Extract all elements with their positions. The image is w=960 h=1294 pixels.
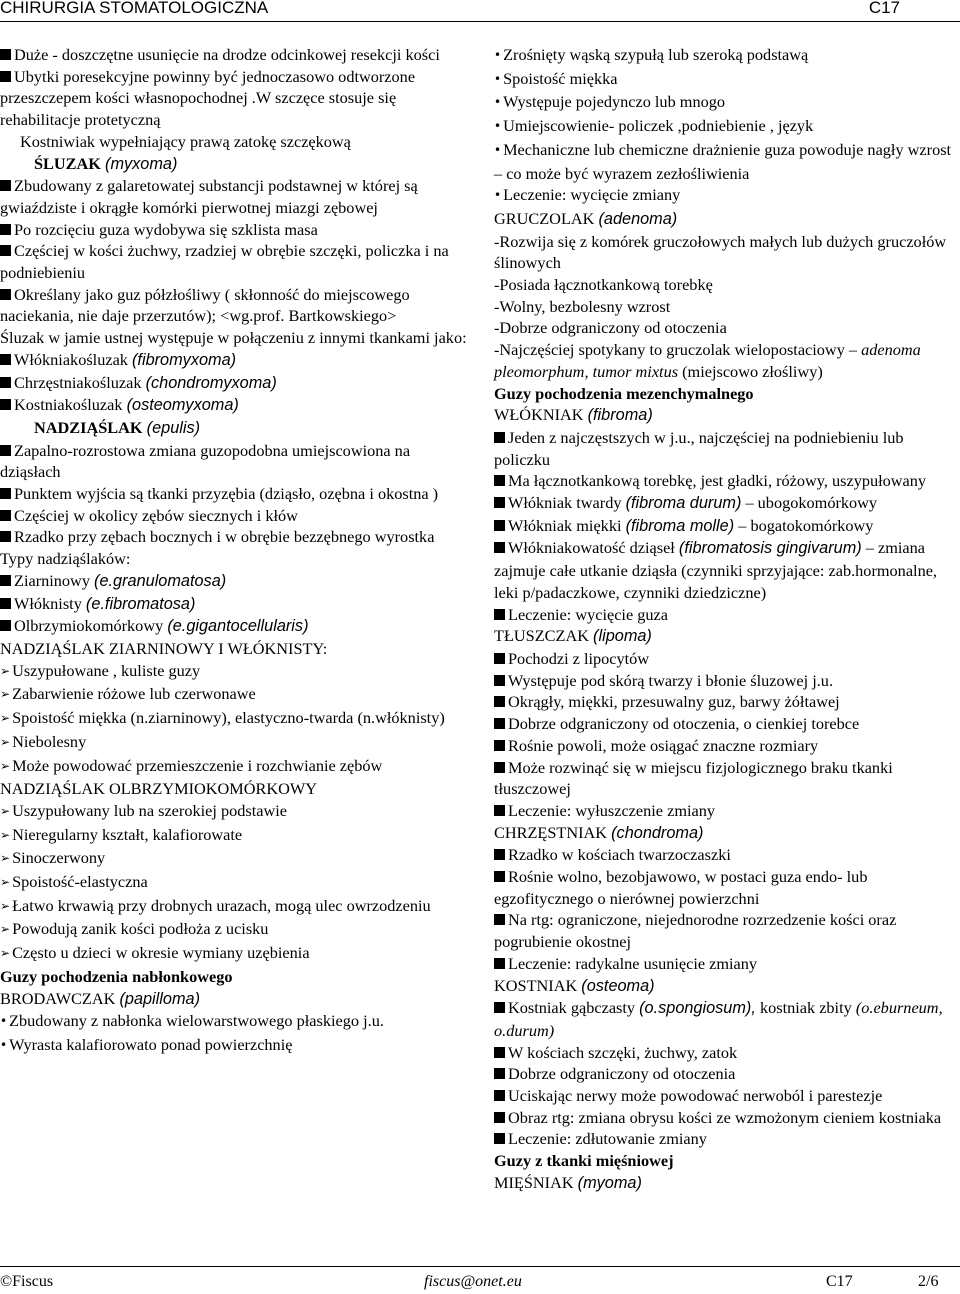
square-bullet-icon bbox=[0, 377, 11, 388]
text-line bbox=[494, 691, 960, 713]
dot-bullet-icon: • bbox=[0, 1037, 8, 1052]
text-line bbox=[494, 670, 960, 692]
arrow-bullet-icon: ➢ bbox=[0, 687, 11, 702]
latin-name: (fibroma) bbox=[587, 406, 653, 425]
line-text: Uciskając nerwy może powodować nerwoból i parestezje bbox=[508, 1086, 883, 1106]
square-bullet-icon bbox=[0, 598, 11, 609]
line-text: Po rozcięciu guza wydobywa się szklista masa bbox=[14, 219, 318, 239]
footer-email: fiscus@onet.eu bbox=[424, 1273, 522, 1290]
text-line bbox=[0, 755, 470, 779]
arrow-bullet-icon: ➢ bbox=[0, 875, 11, 890]
text-line bbox=[494, 274, 960, 296]
text-line bbox=[0, 526, 470, 548]
text-line bbox=[0, 131, 470, 153]
text-line bbox=[494, 404, 960, 427]
text-line bbox=[0, 942, 470, 966]
right-column bbox=[494, 44, 960, 1195]
line-text: Guzy pochodzenia nabłonkowego bbox=[0, 966, 233, 986]
square-bullet-icon bbox=[494, 653, 505, 664]
text-line bbox=[0, 593, 470, 616]
line-text: Ziarninowy bbox=[14, 570, 90, 590]
square-bullet-icon bbox=[494, 740, 505, 751]
text-line bbox=[0, 505, 470, 527]
arrow-bullet-icon: ➢ bbox=[0, 803, 11, 818]
text-line bbox=[0, 440, 470, 483]
latin-name: (e.granulomatosa) bbox=[94, 571, 227, 590]
text-line bbox=[0, 570, 470, 593]
line-text: Ma łącznotkankową torebkę, jest gładki, różowy, uszypułowany bbox=[508, 471, 927, 491]
line-text: -Dobrze odgraniczony od otoczenia bbox=[494, 318, 727, 338]
line-text: Włókniakowatość dziąseł bbox=[508, 538, 675, 558]
line-text: Pochodzi z lipocytów bbox=[508, 648, 650, 668]
text-line bbox=[0, 778, 470, 800]
text-line bbox=[0, 240, 470, 283]
latin-name: (chondromyxoma) bbox=[145, 373, 277, 392]
line-text: Guzy pochodzenia mezenchymalnego bbox=[494, 383, 754, 403]
line-text: Może powodować przemieszczenie i rozchwianie zębów bbox=[12, 755, 383, 775]
line-text: Niebolesny bbox=[12, 731, 87, 751]
page-header bbox=[0, 0, 960, 22]
text-line bbox=[494, 735, 960, 757]
text-line bbox=[494, 492, 960, 515]
text-line bbox=[0, 847, 470, 871]
line-text: Rośnie wolno, bezobjawowo, w postaci guza endo- lub egzofitycznego o nierównej powierzchni bbox=[494, 867, 868, 908]
arrow-bullet-icon: ➢ bbox=[0, 827, 11, 842]
square-bullet-icon bbox=[494, 497, 505, 508]
line-text: WŁÓKNIAK bbox=[494, 405, 584, 425]
latin-name: adenoma pleomorphum, tumor mixtus bbox=[494, 340, 921, 381]
square-bullet-icon bbox=[494, 762, 505, 773]
text-line bbox=[494, 866, 960, 909]
dot-bullet-icon: • bbox=[494, 95, 502, 110]
dot-bullet-icon: • bbox=[494, 188, 502, 203]
square-bullet-icon bbox=[494, 1133, 505, 1144]
line-text: Guzy z tkanki mięśniowej bbox=[494, 1151, 674, 1171]
latin-name: (o.spongiosum), bbox=[639, 999, 756, 1018]
text-line bbox=[0, 394, 470, 417]
text-line bbox=[494, 139, 960, 184]
text-line bbox=[0, 683, 470, 707]
line-text: Na rtg: ograniczone, niejednorodne rozrzedzenie kości oraz pogrubienie okostnej bbox=[494, 910, 897, 952]
line-text: Zbudowany z galaretowatej substancji podstawnej w której są gwiaździste i okrągłe komórki pierwotnej miazgi zębowej bbox=[0, 176, 418, 217]
latin-name: (e.fibromatosa) bbox=[85, 594, 196, 613]
square-bullet-icon bbox=[494, 1112, 505, 1123]
square-bullet-icon bbox=[494, 609, 505, 620]
latin-name: (fibroma molle) bbox=[625, 516, 735, 535]
square-bullet-icon bbox=[494, 475, 505, 486]
text-line bbox=[494, 997, 960, 1041]
square-bullet-icon bbox=[0, 620, 11, 631]
text-line bbox=[494, 713, 960, 735]
line-text: Występuje pojedynczo lub mnogo bbox=[503, 92, 726, 112]
arrow-bullet-icon: ➢ bbox=[0, 898, 11, 913]
latin-name: (papilloma) bbox=[119, 989, 201, 1008]
latin-name: (chondroma) bbox=[611, 823, 704, 842]
arrow-bullet-icon: ➢ bbox=[0, 946, 11, 961]
footer-author: ©Fiscus bbox=[0, 1273, 54, 1290]
square-bullet-icon bbox=[494, 520, 505, 531]
line-text-cont: kostniak zbity bbox=[759, 998, 852, 1018]
square-bullet-icon bbox=[494, 871, 505, 882]
square-bullet-icon bbox=[0, 71, 11, 82]
text-line bbox=[0, 548, 470, 570]
square-bullet-icon bbox=[0, 399, 11, 410]
line-text: CHRZĘSTNIAK bbox=[494, 822, 608, 842]
line-text: -Najczęściej spotykany to gruczolak wielopostaciowy – bbox=[494, 340, 858, 360]
square-bullet-icon bbox=[494, 1002, 505, 1013]
square-bullet-icon bbox=[494, 1090, 505, 1101]
line-text: Ubytki poresekcyjne powinny być jednoczasowo odtworzone przeszczepem kości własnopochodnej .W szczęce stosuje się rehabilitacje protetyczną bbox=[0, 66, 416, 130]
line-text: NADZIĄŚLAK OLBRZYMIOKOMÓRKOWY bbox=[0, 779, 318, 799]
dot-bullet-icon: • bbox=[494, 119, 502, 134]
square-bullet-icon bbox=[494, 675, 505, 686]
square-bullet-icon bbox=[0, 531, 11, 542]
line-text: Występuje pod skórą twarzy i błonie śluzowej j.u. bbox=[508, 670, 834, 690]
line-text: Leczenie: zdłutowanie zmiany bbox=[508, 1129, 707, 1149]
line-text: Uszypułowane , kuliste guzy bbox=[12, 660, 201, 680]
line-text: Śluzak w jamie ustnej występuje w połączeniu z innymi tkankami jako: bbox=[0, 328, 467, 348]
line-text: Dobrze odgraniczony od otoczenia, o cienkiej torebce bbox=[508, 714, 860, 734]
line-text: Zabarwienie różowe lub czerwonawe bbox=[12, 684, 256, 704]
dot-bullet-icon: • bbox=[494, 142, 502, 157]
latin-name: (myoma) bbox=[577, 1173, 642, 1192]
square-bullet-icon bbox=[494, 1047, 505, 1058]
text-line bbox=[0, 895, 470, 919]
text-line bbox=[494, 115, 960, 139]
line-text: Kostniakośluzak bbox=[14, 395, 123, 415]
line-text: Spoistość miękka (n.ziarninowy), elastyczno-twarda (n.włóknisty) bbox=[12, 708, 445, 728]
text-line bbox=[0, 44, 470, 66]
line-text: Chrzęstniakośluzak bbox=[14, 372, 142, 392]
line-text: Uszypułowany lub na szerokiej podstawie bbox=[12, 800, 287, 820]
text-line bbox=[0, 638, 470, 660]
text-line bbox=[494, 231, 960, 274]
line-text: Kostniak gąbczasty bbox=[508, 998, 636, 1018]
text-line bbox=[494, 975, 960, 998]
text-line bbox=[494, 757, 960, 800]
text-line bbox=[494, 296, 960, 318]
line-text: Leczenie: wyłuszczenie zmiany bbox=[508, 800, 716, 820]
square-bullet-icon bbox=[494, 1068, 505, 1079]
text-line bbox=[494, 91, 960, 115]
text-line bbox=[494, 604, 960, 626]
text-line bbox=[494, 1172, 960, 1195]
line-text: Okrągły, miękki, przesuwalny guz, barwy żółtawej bbox=[508, 692, 840, 712]
text-line bbox=[494, 822, 960, 845]
text-line bbox=[494, 184, 960, 208]
footer-code: C17 bbox=[826, 1273, 853, 1290]
line-text: Zapalno-rozrostowa zmiana guzopodobna umiejscowiona na dziąsłach bbox=[0, 440, 411, 482]
line-text: Rzadko przy zębach bocznych i w obrębie bezzębnego wyrostka bbox=[14, 527, 435, 547]
line-text: Rzadko w kościach twarzoczaszki bbox=[508, 845, 731, 865]
square-bullet-icon bbox=[494, 958, 505, 969]
arrow-bullet-icon: ➢ bbox=[0, 851, 11, 866]
line-text-cont: – zmiana zajmuje całe utkanie dziąsła (czynniki sprzyjające: zab.hormonalne, leki p/padaczkowe, czynniki dziedziczne) bbox=[494, 538, 938, 602]
line-text-cont: (miejscowo złośliwy) bbox=[682, 361, 823, 381]
text-line bbox=[494, 383, 960, 405]
text-line bbox=[0, 988, 470, 1011]
line-text: BRODAWCZAK bbox=[0, 988, 116, 1008]
square-bullet-icon bbox=[494, 718, 505, 729]
text-line bbox=[494, 1042, 960, 1064]
text-line bbox=[0, 731, 470, 755]
text-line bbox=[0, 1034, 470, 1058]
left-column bbox=[0, 44, 470, 1058]
line-text: Punktem wyjścia są tkanki przyzębia (dziąsło, ozębna i okostna ) bbox=[14, 484, 439, 504]
text-line bbox=[0, 483, 470, 505]
text-line bbox=[0, 417, 470, 440]
dot-bullet-icon: • bbox=[494, 71, 502, 86]
text-line bbox=[494, 648, 960, 670]
text-line bbox=[494, 339, 960, 382]
line-text: Rośnie powoli, może osiągać znaczne rozmiary bbox=[508, 735, 819, 755]
text-line bbox=[494, 1063, 960, 1085]
text-line bbox=[494, 515, 960, 538]
text-line bbox=[494, 44, 960, 68]
text-line bbox=[494, 427, 960, 470]
text-line bbox=[494, 1150, 960, 1172]
line-text: Mechaniczne lub chemiczne drażnienie guza powoduje nagły wzrost – co może być wyrazem zezłośliwienia bbox=[494, 139, 952, 183]
line-text: Zbudowany z nabłonka wielowarstwowego płaskiego j.u. bbox=[9, 1011, 384, 1031]
text-line bbox=[0, 284, 470, 327]
square-bullet-icon bbox=[494, 696, 505, 707]
line-text: Duże - doszczętne usunięcie na drodze odcinkowej resekcji kości bbox=[14, 45, 440, 64]
line-text: Umiejscowienie- policzek ,podniebienie , język bbox=[503, 116, 814, 136]
line-text: Nieregularny kształt, kalafiorowate bbox=[12, 824, 243, 844]
latin-name: (adenoma) bbox=[598, 209, 678, 228]
footer-page: 2/6 bbox=[918, 1273, 939, 1290]
line-text-cont: – bogatokomórkowy bbox=[738, 515, 874, 535]
line-text: Powodują zanik kości podłoża z ucisku bbox=[12, 919, 269, 939]
square-bullet-icon bbox=[0, 445, 11, 456]
square-bullet-icon bbox=[494, 432, 505, 443]
line-text: GRUCZOLAK bbox=[494, 208, 595, 228]
text-line bbox=[494, 470, 960, 492]
line-text: Leczenie: wycięcie zmiany bbox=[503, 185, 681, 205]
text-line bbox=[494, 68, 960, 92]
line-text: Spoistość miękka bbox=[503, 68, 618, 88]
text-line bbox=[494, 208, 960, 231]
line-text: -Posiada łącznotkankową torebkę bbox=[494, 275, 713, 295]
text-line bbox=[0, 918, 470, 942]
arrow-bullet-icon: ➢ bbox=[0, 663, 11, 678]
line-text: Typy nadziąślaków: bbox=[0, 549, 131, 569]
square-bullet-icon bbox=[494, 914, 505, 925]
line-text: Dobrze odgraniczony od otoczenia bbox=[508, 1064, 736, 1084]
document-code: C17 bbox=[868, 0, 900, 17]
text-line bbox=[0, 1010, 470, 1034]
page-footer bbox=[0, 1266, 960, 1294]
line-text: Włókniakośluzak bbox=[14, 349, 128, 369]
text-line bbox=[494, 800, 960, 822]
arrow-bullet-icon: ➢ bbox=[0, 711, 11, 726]
line-text: Zrośnięty wąską szypułą lub szeroką podstawą bbox=[503, 45, 809, 64]
arrow-bullet-icon: ➢ bbox=[0, 734, 11, 749]
square-bullet-icon bbox=[0, 575, 11, 586]
text-line bbox=[0, 871, 470, 895]
text-line bbox=[494, 953, 960, 975]
square-bullet-icon bbox=[0, 180, 11, 191]
line-text: Jeden z najczęstszych w j.u., najczęściej na podniebieniu lub policzku bbox=[494, 427, 904, 469]
text-line bbox=[494, 537, 960, 603]
text-line bbox=[494, 625, 960, 648]
text-line bbox=[0, 615, 470, 638]
latin-name: (e.gigantocellularis) bbox=[167, 617, 309, 636]
line-text: Może rozwinąć się w miejscu fizjologicznego braku tkanki tłuszczowej bbox=[494, 757, 893, 799]
square-bullet-icon bbox=[0, 488, 11, 499]
text-line bbox=[494, 1128, 960, 1150]
line-text-cont: – ubogokomórkowy bbox=[745, 493, 878, 513]
text-line bbox=[0, 707, 470, 731]
square-bullet-icon bbox=[0, 354, 11, 365]
dot-bullet-icon: • bbox=[0, 1014, 8, 1029]
line-text: -Rozwija się z komórek gruczołowych małych lub dużych gruczołów ślinowych bbox=[494, 231, 947, 273]
line-text: Włókniak miękki bbox=[508, 515, 622, 535]
latin-name: (fibroma durum) bbox=[625, 494, 742, 513]
line-text: Leczenie: wycięcie guza bbox=[508, 604, 668, 624]
line-text: KOSTNIAK bbox=[494, 975, 578, 995]
square-bullet-icon bbox=[494, 849, 505, 860]
square-bullet-icon bbox=[0, 510, 11, 521]
text-line bbox=[0, 660, 470, 684]
line-text: -Wolny, bezbolesny wzrost bbox=[494, 296, 671, 316]
header-rule bbox=[0, 21, 960, 22]
line-text: Określany jako guz półzłośliwy ( skłonność do miejscowego naciekania, nie daje przerzutów); <wg.prof. Bartkowskiego> bbox=[0, 284, 410, 326]
line-text: Kostniwiak wypełniający prawą zatokę szczękową bbox=[20, 131, 351, 151]
text-line bbox=[494, 1085, 960, 1107]
line-text: Łatwo krwawią przy drobnych urazach, mogą ulec owrzodzeniu bbox=[12, 895, 431, 915]
line-text: Spoistość-elastyczna bbox=[12, 872, 148, 892]
text-line bbox=[494, 317, 960, 339]
text-line bbox=[494, 1107, 960, 1129]
square-bullet-icon bbox=[0, 49, 11, 60]
text-line bbox=[0, 219, 470, 241]
line-text: ŚLUZAK bbox=[34, 153, 101, 173]
line-text: Wyrasta kalafiorowato ponad powierzchnię bbox=[9, 1034, 293, 1054]
line-text: Włókniak twardy bbox=[508, 493, 622, 513]
line-text: Częściej w kości żuchwy, rzadziej w obrębie szczęki, policzka i na podniebieniu bbox=[0, 241, 449, 283]
footer-rule bbox=[0, 1266, 960, 1267]
text-line bbox=[0, 824, 470, 848]
latin-name: (osteomyxoma) bbox=[126, 396, 239, 415]
latin-name: (myxoma) bbox=[105, 154, 178, 173]
square-bullet-icon bbox=[494, 542, 505, 553]
text-line bbox=[0, 175, 470, 218]
line-text: Włóknisty bbox=[14, 593, 82, 613]
latin-name: (lipoma) bbox=[593, 627, 652, 646]
line-text: NADZIĄŚLAK bbox=[34, 417, 143, 437]
line-text: Częściej w okolicy zębów siecznych i kłów bbox=[14, 505, 298, 525]
square-bullet-icon bbox=[494, 805, 505, 816]
arrow-bullet-icon: ➢ bbox=[0, 758, 11, 773]
line-text: W kościach szczęki, żuchwy, zatok bbox=[508, 1042, 738, 1062]
line-text: Leczenie: radykalne usunięcie zmiany bbox=[508, 953, 758, 973]
line-text: MIĘŚNIAK bbox=[494, 1172, 574, 1192]
text-line bbox=[494, 909, 960, 952]
line-text: Sinoczerwony bbox=[12, 848, 106, 868]
text-line bbox=[0, 349, 470, 372]
text-line bbox=[0, 372, 470, 395]
latin-name: (epulis) bbox=[146, 418, 201, 437]
square-bullet-icon bbox=[0, 245, 11, 256]
line-text: Często u dzieci w okresie wymiany uzębienia bbox=[12, 943, 310, 963]
text-line bbox=[0, 66, 470, 131]
line-text: Obraz rtg: zmiana obrysu kości ze wzmożonym cieniem kostniaka bbox=[508, 1107, 942, 1127]
latin-name: (fibromyxoma) bbox=[132, 350, 237, 369]
text-line bbox=[0, 800, 470, 824]
text-line bbox=[0, 153, 470, 176]
arrow-bullet-icon: ➢ bbox=[0, 922, 11, 937]
text-line bbox=[494, 844, 960, 866]
line-text: Olbrzymiokomórkowy bbox=[14, 616, 164, 636]
square-bullet-icon bbox=[0, 289, 11, 300]
document-title: CHIRURGIA STOMATOLOGICZNA bbox=[0, 0, 269, 17]
line-text: TŁUSZCZAK bbox=[494, 626, 589, 646]
line-text: NADZIĄŚLAK ZIARNINOWY I WŁÓKNISTY: bbox=[0, 638, 328, 658]
latin-name: (osteoma) bbox=[581, 976, 655, 995]
square-bullet-icon bbox=[0, 224, 11, 235]
dot-bullet-icon: • bbox=[494, 48, 502, 62]
latin-name: (o.eburneum, o.durum) bbox=[494, 998, 943, 1040]
text-line bbox=[0, 327, 470, 349]
text-line bbox=[0, 966, 470, 988]
latin-name: (fibromatosis gingivarum) bbox=[678, 539, 862, 558]
